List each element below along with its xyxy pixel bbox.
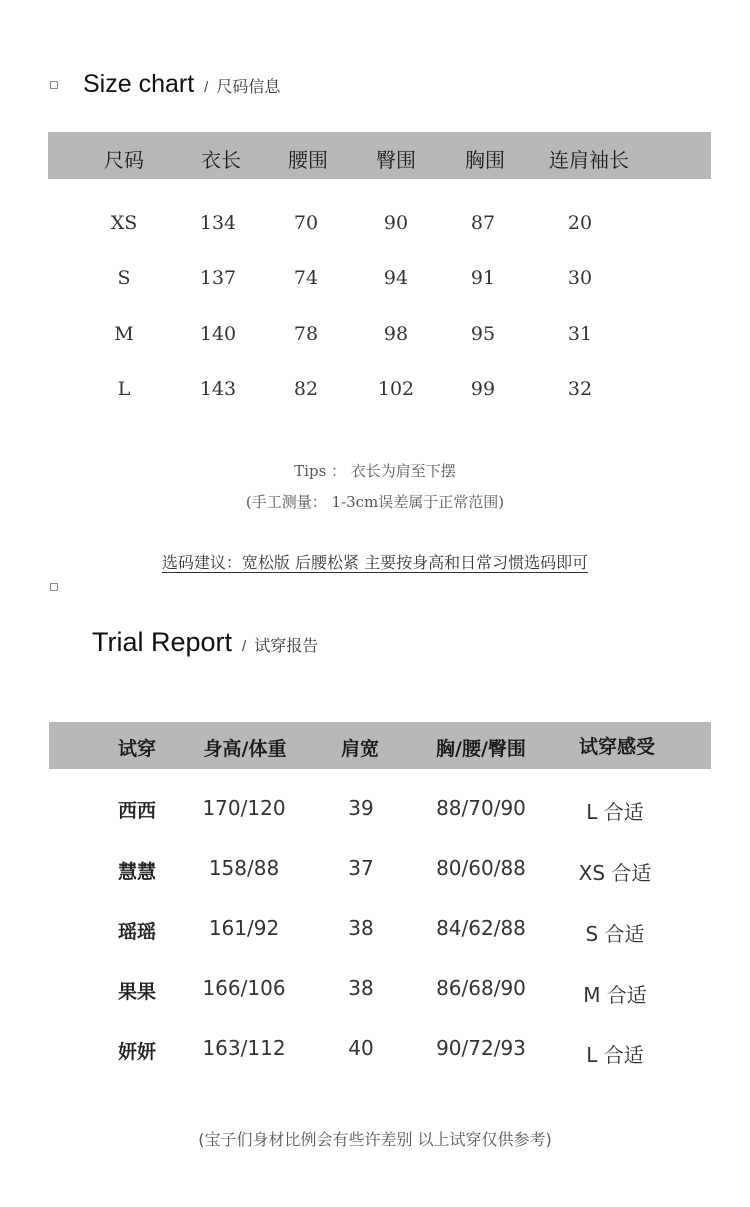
table-row-cell: L — [117, 378, 131, 400]
table-row-cell: M — [114, 323, 134, 345]
size-measure-note: (手工测量： 1-3cm误差属于正常范围) — [245, 493, 505, 511]
size-header-hip: 臀围 — [376, 148, 416, 172]
size-header-sleeve: 连肩袖长 — [549, 148, 629, 172]
table-row-cell: S — [117, 267, 131, 289]
table-row-cell: 91 — [470, 267, 496, 289]
table-row-cell: 140 — [199, 323, 237, 345]
table-row-cell: 37 — [348, 856, 374, 880]
table-row-cell: 170/120 — [202, 796, 286, 820]
table-row-cell: 161/92 — [208, 916, 280, 940]
table-row-cell: 95 — [470, 323, 496, 345]
table-row-cell: 84/62/88 — [436, 916, 526, 940]
table-row-cell: 31 — [567, 323, 593, 345]
table-row-cell: 134 — [199, 212, 237, 234]
table-row-cell: 87 — [470, 212, 496, 234]
table-row-cell: 40 — [348, 1036, 374, 1060]
table-row-cell: S 合适 — [585, 922, 645, 946]
size-chart-title-slash: / — [204, 79, 209, 96]
table-row-cell: 82 — [293, 378, 319, 400]
table-row-cell: 70 — [293, 212, 319, 234]
table-row-cell: 158/88 — [208, 856, 280, 880]
trial-report-title-slash: / — [242, 638, 247, 655]
table-row-cell: XS — [110, 212, 138, 234]
table-row-cell: 90 — [383, 212, 409, 234]
trial-report-title-en: Trial Report — [92, 627, 233, 657]
table-row-cell: 38 — [348, 916, 374, 940]
table-row-cell: 94 — [383, 267, 409, 289]
size-chart-title — [83, 70, 280, 99]
table-row-cell: 39 — [348, 796, 374, 820]
size-header-length: 衣长 — [201, 148, 241, 172]
trial-header-name: 试穿 — [117, 738, 157, 760]
table-row-cell: 98 — [383, 323, 409, 345]
table-row-cell: 166/106 — [202, 976, 286, 1000]
table-row-cell: 74 — [293, 267, 319, 289]
size-tip-line: Tips ： 衣长为肩至下摆 — [294, 462, 456, 480]
table-row-cell: M 合适 — [583, 983, 647, 1007]
trial-report-title — [92, 627, 318, 658]
size-advice — [0, 550, 750, 573]
trial-report-title-zh: 试穿报告 — [254, 636, 319, 655]
table-row-cell: XS 合适 — [578, 861, 652, 885]
table-row-cell: 瑶瑶 — [117, 921, 157, 943]
table-row-cell: 32 — [567, 378, 593, 400]
size-chart-title-en: Size chart — [83, 70, 195, 98]
trial-report-footer: (宝子们身材比例会有些许差别 以上试穿仅供参考) — [198, 1130, 552, 1149]
table-row-cell: 西西 — [117, 800, 157, 822]
table-row-cell: 80/60/88 — [436, 856, 526, 880]
table-row-cell: 143 — [199, 378, 237, 400]
table-row-cell: 88/70/90 — [436, 796, 526, 820]
table-row-cell: 99 — [470, 378, 496, 400]
section-bullet-size-chart — [50, 81, 58, 89]
table-row-cell: 86/68/90 — [436, 976, 526, 1000]
trial-header-measurements: 胸/腰/臀围 — [436, 738, 526, 760]
table-row-cell: L 合适 — [586, 1043, 644, 1067]
trial-header-feel: 试穿感受 — [578, 736, 656, 758]
size-header-size: 尺码 — [104, 148, 144, 172]
table-row-cell: 78 — [293, 323, 319, 345]
size-chart-title-zh: 尺码信息 — [216, 77, 281, 96]
table-row-cell: 果果 — [117, 981, 157, 1003]
table-row-cell: 妍妍 — [117, 1041, 157, 1063]
table-row-cell: 30 — [567, 267, 593, 289]
trial-header-shoulder: 肩宽 — [340, 738, 380, 760]
table-row-cell: 102 — [377, 378, 415, 400]
table-row-cell: 38 — [348, 976, 374, 1000]
table-row-cell: 137 — [199, 267, 237, 289]
size-header-chest: 胸围 — [465, 148, 505, 172]
trial-header-height-weight: 身高/体重 — [203, 738, 287, 760]
table-row-cell: 90/72/93 — [436, 1036, 526, 1060]
table-row-cell: 慧慧 — [117, 861, 157, 883]
table-row-cell: 163/112 — [202, 1036, 286, 1060]
table-row-cell: 20 — [567, 212, 593, 234]
size-advice-text: 选码建议：宽松版 后腰松紧 主要按身高和日常习惯选码即可 — [161, 553, 589, 572]
section-bullet-trial-report — [50, 583, 58, 591]
size-header-waist: 腰围 — [288, 148, 328, 172]
table-row-cell: L 合适 — [586, 800, 644, 824]
